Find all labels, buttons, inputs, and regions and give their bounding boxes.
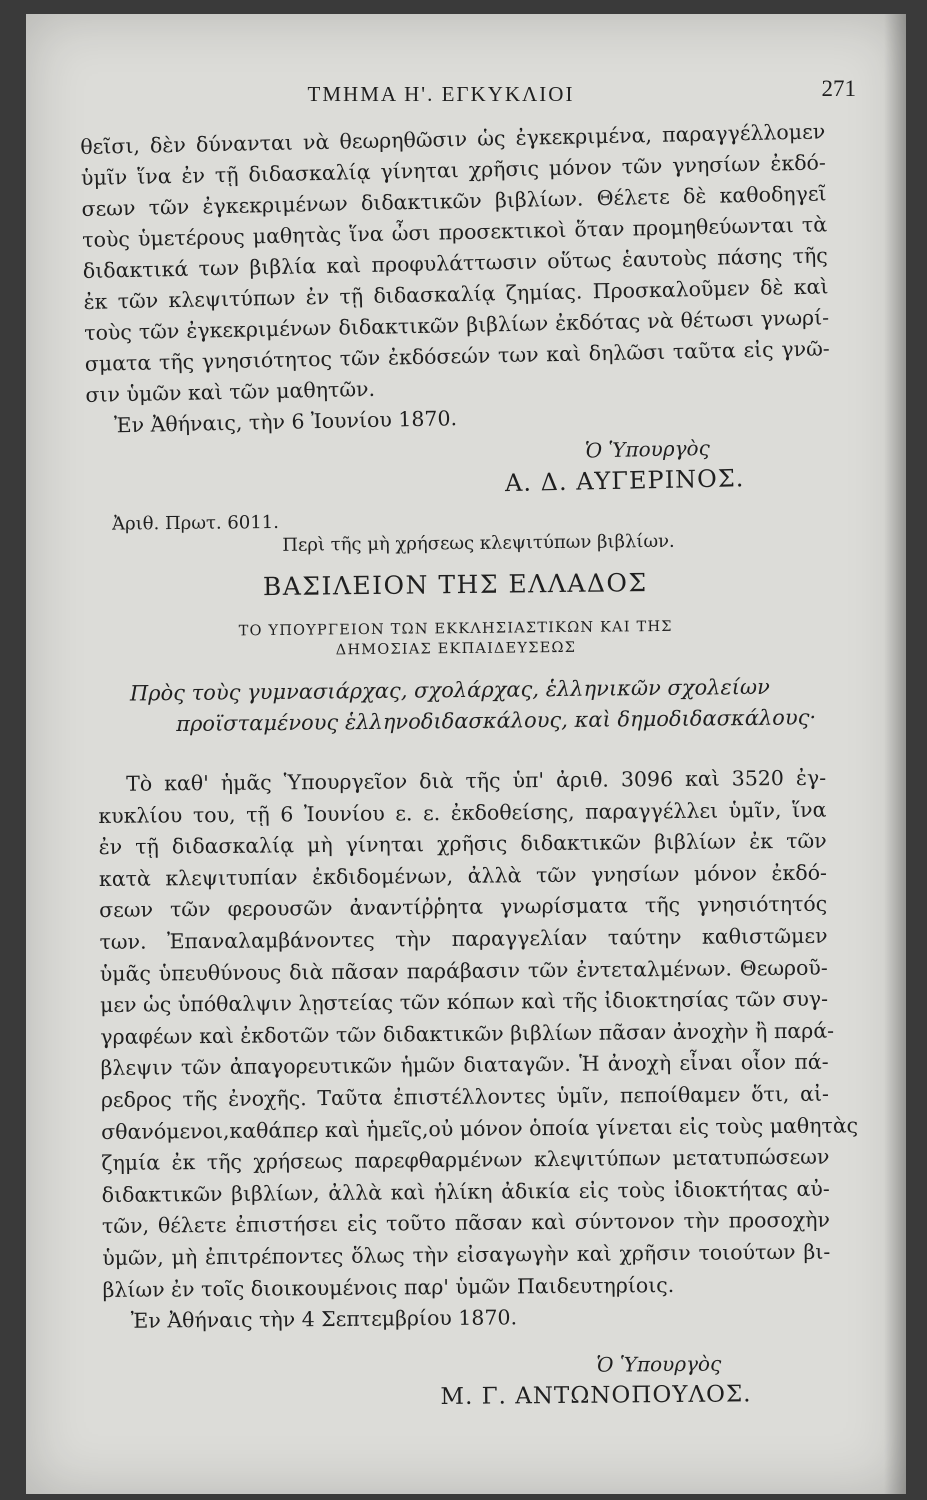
signature-title: Ὁ Ὑπουργὸς <box>596 1351 722 1377</box>
text-line: θεῖσι, δὲν δύνανται νὰ θεωρηθῶσιν ὡς ἐγκεκριμένα, παραγγέλλομεν <box>80 119 826 159</box>
text-line: μεν ὡς ὑπόθαλψιν λῃστείας τῶν κόπων καὶ τῆς ἰδιοκτησίας τῶν συγ- <box>99 986 829 1018</box>
text-line: σεων τῶν ἐγκεκριμένων διδακτικῶν βιβλίων. Θέλετε δὲ καθοδηγεῖ <box>81 181 827 221</box>
text-line: κατὰ κλεψιτυπίαν ἐκδιδομένων, ἀλλὰ τῶν γνησίων μόνον ἐκδό- <box>98 860 828 891</box>
text-line: τοὺς ὑμετέρους μαθητὰς ἵνα ὦσι προσεκτικοὶ ὅταν προμηθεύωνται τὰ <box>82 212 828 252</box>
addressee <box>84 671 830 741</box>
page-number: 271 <box>821 76 856 101</box>
ministry-heading <box>83 615 828 663</box>
running-title: ΤΜΗΜΑ Η'. ΕΓΚΥΚΛΙΟΙ <box>307 82 575 106</box>
address-line: Πρὸς τοὺς γυμνασιάρχας, σχολάρχας, ἑλληνικῶν σχολείων <box>129 674 770 706</box>
text-line: γραφέων καὶ ἐκδοτῶν τῶν διδακτικῶν βιβλίων πᾶσαν ἀνοχὴν ἢ παρά- <box>100 1018 835 1049</box>
page-header <box>66 76 856 114</box>
text-line: ὑμῶν, μὴ ἐπιτρέποντες ὅλως τὴν εἰσαγωγὴν καὶ χρῆσιν τοιούτων βι- <box>102 1239 831 1270</box>
text-line: σεων τῶν φερουσῶν ἀναντίῤῥητα γνωρίσματα τῆς γνησιότητός <box>99 892 828 923</box>
text-line: ἐκ τῶν κλεψιτύπων ἐν τῇ διδασκαλίᾳ ζημίας. Προσκαλοῦμεν δὲ καὶ <box>83 274 829 314</box>
text-line: ὑμᾶς ὑπευθύνους διὰ πᾶσαν παράβασιν τῶν ἐντεταλμένων. Θεωροῦ- <box>99 955 828 986</box>
circular-1-text <box>80 116 833 508</box>
book-page <box>26 14 906 1494</box>
text-line: σθανόμενοι,καθάπερ καὶ ἡμεῖς,οὐ μόνον ὁποία γίνεται εἰς τοὺς μαθητὰς <box>101 1112 859 1144</box>
circular-2-text <box>98 763 859 1417</box>
text-line: ζημία ἐκ τῆς χρήσεως παρεφθαρμένων κλεψιτύπων μετατυπώσεων <box>101 1144 830 1176</box>
text-line: ἐν τῇ διδασκαλίᾳ μὴ γίνηται χρῆσις διδακτικῶν βιβλίων ἐκ τῶν <box>98 828 827 860</box>
text-line: διδακτικῶν βιβλίων, ἀλλὰ καὶ ἡλίκη ἀδικία εἰς τοὺς ἰδιοκτήτας αὐ- <box>101 1176 830 1207</box>
date-line: Ἐν Ἀθήναις, τὴν 6 Ἰουνίου 1870. <box>113 406 458 438</box>
signature-name: Μ. Γ. ΑΝΤΩΝΟΠΟΥΛΟΣ. <box>440 1381 752 1411</box>
text-line: τῶν, θέλετε ἐπιστήσει εἰς τοῦτο πᾶσαν καὶ σύντονον τὴν προσοχὴν <box>101 1207 831 1239</box>
ministry-line: ΔΗΜΟΣΙΑΣ ΕΚΠΑΙΔΕΥΣΕΩΣ <box>335 639 577 659</box>
protocol-number: Ἀριθ. Πρωτ. 6011. <box>111 511 280 535</box>
text-line: κυκλίου του, τῇ 6 Ἰουνίου ε. ε. ἐκδοθείσης, παραγγέλλει ὑμῖν, ἵνα <box>98 797 827 828</box>
ministry-line: ΤΟ ΥΠΟΥΡΓΕΙΟΝ ΤΩΝ ΕΚΚΛΗΣΙΑΣΤΙΚΩΝ ΚΑΙ ΤΗΣ <box>238 618 673 640</box>
text-line: ὑμῖν ἵνα ἐν τῇ διδασκαλίᾳ γίνηται χρῆσις μόνον τῶν γνησίων ἐκδό- <box>80 150 827 190</box>
text-line: βλίων ἐν τοῖς διοικουμένοις παρ' ὑμῶν Παιδευτηρίοις. <box>102 1272 675 1302</box>
text-line: διδακτικά των βιβλία καὶ προφυλάττωσιν οὕτως ἑαυτοὺς πάσης τῆς <box>82 243 828 283</box>
kingdom-heading: ΒΑΣΙΛΕΙΟΝ ΤΗΣ ΕΛΛΑΔΟΣ <box>262 568 648 602</box>
address-line: προϊσταμένους ἑλληνοδιδασκάλους, καὶ δημοδιδασκάλους· <box>176 705 817 737</box>
date-line: Ἐν Ἀθήναις τὴν 4 Σεπτεμβρίου 1870. <box>130 1305 518 1333</box>
text-line: βλεψιν τῶν ἀπαγορευτικῶν ἡμῶν διαταγῶν. Ἡ ἀνοχὴ εἶναι οἷον πά- <box>100 1049 829 1081</box>
text-line: σιν ὑμῶν καὶ τῶν μαθητῶν. <box>85 376 376 407</box>
text-line: σματα τῆς γνησιότητος τῶν ἐκδόσεών των καὶ δηλῶσι ταῦτα εἰς γνῶ- <box>84 336 830 376</box>
signature-title: Ὁ Ὑπουργὸς <box>584 435 711 463</box>
text-line: ρεδρος τῆς ἐνοχῆς. Ταῦτα ἐπιστέλλοντες ὑμῖν, πεποίθαμεν ὅτι, αἰ- <box>100 1081 829 1112</box>
text-line: των. Ἐπαναλαμβάνοντες τὴν παραγγελίαν ταύτην καθιστῶμεν <box>99 923 828 954</box>
text-line: Τὸ καθ' ἡμᾶς Ὑπουργεῖον διὰ τῆς ὑπ' ἀριθ. 3096 καὶ 3520 ἐγ- <box>126 765 827 796</box>
text-line: τοὺς τῶν ἐγκεκριμένων διδακτικῶν βιβλίων ἐκδότας νὰ θέτωσι γνωρί- <box>83 305 830 345</box>
signature-name: Α. Δ. ΑΥΓΕΡΙΝΟΣ. <box>504 464 745 498</box>
circular-2-heading <box>82 506 829 741</box>
subject-line: Περὶ τῆς μὴ χρήσεως κλεψιτύπων βιβλίων. <box>282 530 675 556</box>
